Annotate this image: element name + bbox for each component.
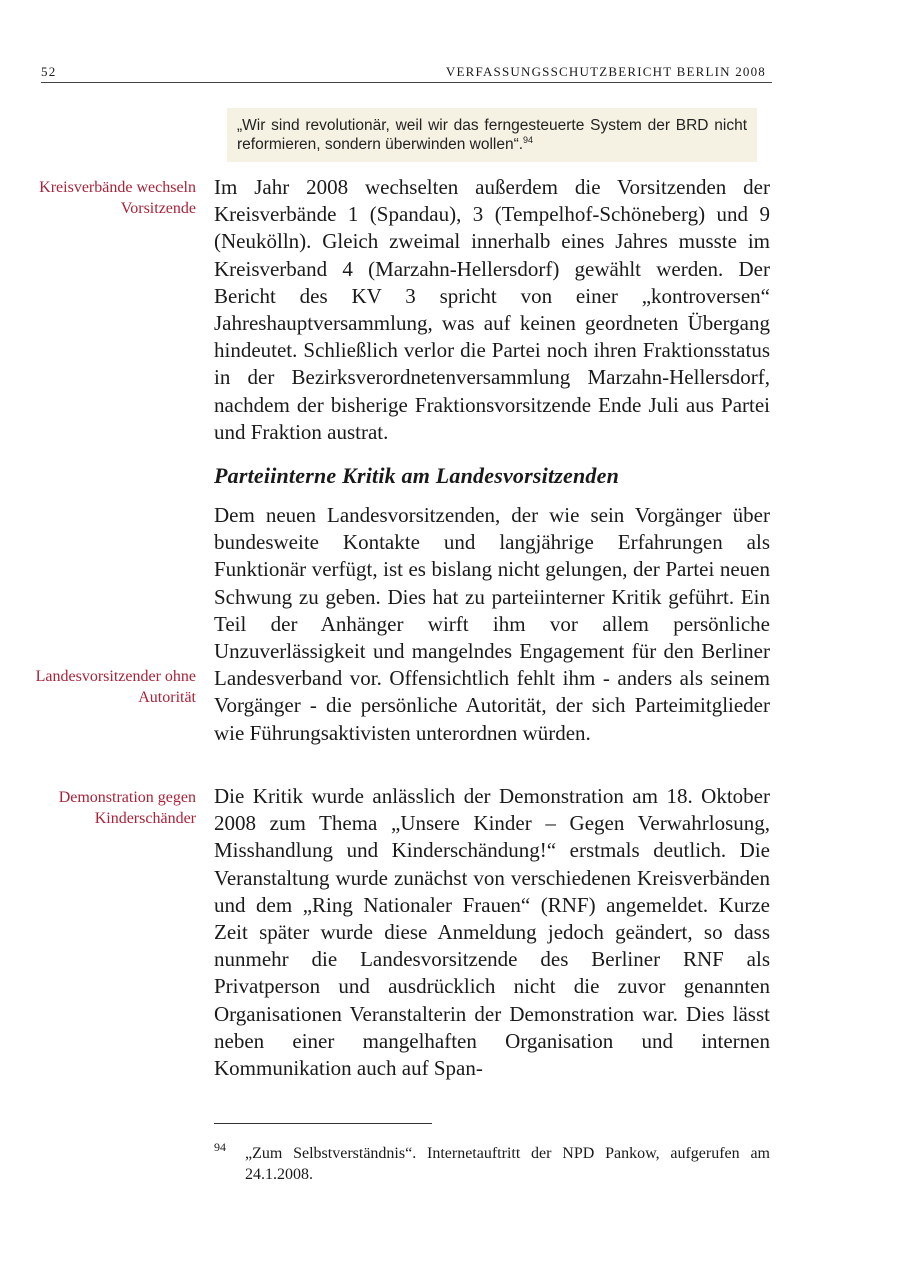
page-number: 52 <box>41 64 57 79</box>
page-header <box>41 62 772 83</box>
quote-box <box>227 108 757 162</box>
paragraph-kreisverbaende: Im Jahr 2008 wechselten außerdem die Vorsitzenden der Kreisverbände 1 (Spandau), 3 (Tempelhof-Schöneberg) und 9 (Neukölln). Gleich zweimal innerhalb eines Jahres musste im Kreisverband 4 (Marzahn-Hellersdorf) gewählt werden. Der Bericht des KV 3 spricht von einer „kontroversen“ Jahreshauptversammlung, was auf keinen geordneten Übergang hindeutet. Schließlich verlor die Partei noch ihren Fraktionsstatus in der Bezirksverordnetenversammlung Marzahn-Hellersdorf, nachdem der bisherige Fraktionsvorsitzende Ende Juli aus Partei und Fraktion austrat. <box>214 175 770 444</box>
running-title: VERFASSUNGSSCHUTZBERICHT BERLIN 2008 <box>445 64 766 79</box>
footnote-number: 94 <box>214 1140 226 1154</box>
section-heading: Parteiinterne Kritik am Landesvorsitzenden <box>214 463 620 488</box>
paragraph-landesvorsitzender: Dem neuen Landesvorsitzenden, der wie sein Vorgänger über bundesweite Kontakte und langjährige Erfahrungen als Funktionär verfügt, ist es bislang nicht gelungen, der Partei neuen Schwung zu geben. Dies hat zu parteiinterner Kritik geführt. Ein Teil der Anhänger wirft ihm vor allem persönliche Unzuverlässigkeit und mangelndes Engagement für den Berliner Landesverband vor. Offensichtlich fehlt ihm - anders als seinem Vorgänger - die persönliche Autorität, der sich Parteimitglieder wie Führungsaktivisten unterordnen würden. <box>214 503 770 745</box>
quote-text: „Wir sind revolutionär, weil wir das ferngesteuerte System der BRD nicht reformieren, sondern überwinden wollen“. <box>237 117 747 153</box>
footnote-text: „Zum Selbstverständnis“. Internetauftritt der NPD Pankow, aufgerufen am 24.1.2008. <box>245 1145 770 1183</box>
paragraph-demonstration: Die Kritik wurde anlässlich der Demonstration am 18. Oktober 2008 zum Thema „Unsere Kinder – Gegen Verwahrlosung, Misshandlung und Kinderschändung!“ erstmals deutlich. Die Veranstaltung wurde zunächst von verschiedenen Kreisverbänden und dem „Ring Nationaler Frauen“ (RNF) angemeldet. Kurze Zeit später wurde diese Anmeldung jedoch geändert, so dass nunmehr die Landesvorsitzende des Berliner RNF als Privatperson und ausdrücklich nicht die zuvor genannten Organisationen Veranstalterin der Demonstration war. Dies lässt neben einer mangelhaften Organisation und internen Kommunikation auch auf Span- <box>214 784 770 1081</box>
quote-footnote-ref: 94 <box>523 134 534 145</box>
footnote-divider <box>214 1123 432 1124</box>
margin-note-kreisverbaende: Kreisverbände wechseln Vorsitzende <box>39 179 196 217</box>
margin-note-landesvorsitzender: Landesvorsitzender ohne Autorität <box>35 668 196 706</box>
margin-note-demonstration: Demonstration gegen Kinderschänder <box>58 789 196 827</box>
